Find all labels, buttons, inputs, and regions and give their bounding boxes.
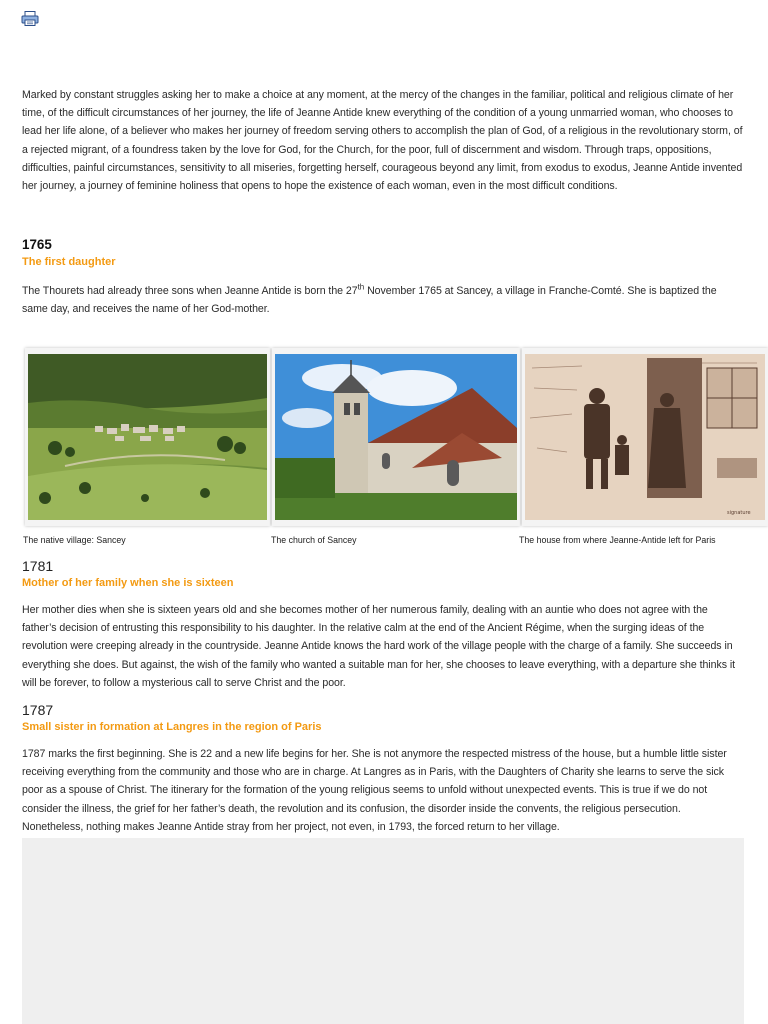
article-continued [22, 558, 744, 836]
section-subtitle: Mother of her family when she is sixteen [22, 577, 234, 589]
caption-church: The church of Sancey [271, 535, 357, 545]
house-drawing[interactable] [522, 348, 768, 526]
section-subtitle: Small sister in formation at Langres in the region of Paris [22, 721, 322, 734]
year-heading: 1781 [22, 558, 54, 574]
section-paragraph: The Thourets had already three sons when Jeanne Antide is born the 27th November 1765 at Sancey, a village in Franche-Comté. She is baptized the same day, and receives the name of her God-mother. [22, 282, 717, 316]
svg-text:signature: signature [727, 510, 751, 516]
printer-icon[interactable] [21, 11, 39, 26]
year-heading: 1787 [22, 702, 54, 719]
section-subtitle: The first daughter [22, 256, 116, 269]
section-paragraph: 1787 marks the first beginning. She is 22 and a new life begins for her. She is not anymore the respected mistress of the house, but a humble little sister receiving everything from the community and those who are in charge. At Langres as in Paris, with the Daughters of Charity she learns to serve the sick poor as a spouse of Christ. The itinerary for the formation of the young religious seems to unfold without unexpected events. This is true if we do not consider the illness, the grief for her father’s death, the revolution and its confusion, the disorder inside the convents, the religious persecution. Nonetheless, nothing makes Jeanne Antide stray from her project, not even, in 1793, the forced return to her village. [22, 748, 727, 833]
intro-paragraph: Marked by constant struggles asking her to make a choice at any moment, at the mercy of the changes in the familiar, political and religious climate of her time, of the difficult circumstances of her journey, the life of Jeanne Antide knew everything of the condition of a young unmarried woman, who chooses to lead her life alone, of a believer who makes her journey of freedom serving others to accomplish the plan of God, of a religious in the revolutionary storm, of a rejected migrant, of a foundress taken by the love for God, for the Church, for the poor, full of discernment and wisdom. Through traps, oppositions, difficulties, painful circumstances, sensitivity to all miseries, forgetting herself, courageous beyond any limit, from exodus to exodus, Jeanne Antide invented her journey, a journey of feminine holiness that opens to hope the existence of each woman, even in the most difficult conditions. [22, 89, 743, 193]
article [22, 86, 744, 319]
church-photo[interactable] [272, 348, 520, 526]
year-heading: 1765 [22, 237, 52, 253]
section-paragraph: Her mother dies when she is sixteen years old and she becomes mother of her numerous family, dealing with an auntie who does not agree with the father’s decision of entrusting this responsibility to his daughter. In the relative calm at the end of the Ancient Régime, when the surging ideas of the revolution were creeping already in the countryside. Jeanne Antide knows the hard work of the village people with the charge of a family. She succeeds in everything she does. But against, the wish of the family who wanted a suitable man for her, she chooses to leave everything, with a departure she thinks it will be forever, to follow a mysterious call to serve Christ and the poor. [22, 604, 736, 689]
caption-house: The house from where Jeanne-Antide left for Paris [519, 535, 716, 545]
caption-village: The native village: Sancey [23, 535, 126, 545]
photo-gallery [22, 348, 768, 526]
image-placeholder [22, 838, 744, 1024]
village-photo[interactable] [25, 348, 270, 526]
